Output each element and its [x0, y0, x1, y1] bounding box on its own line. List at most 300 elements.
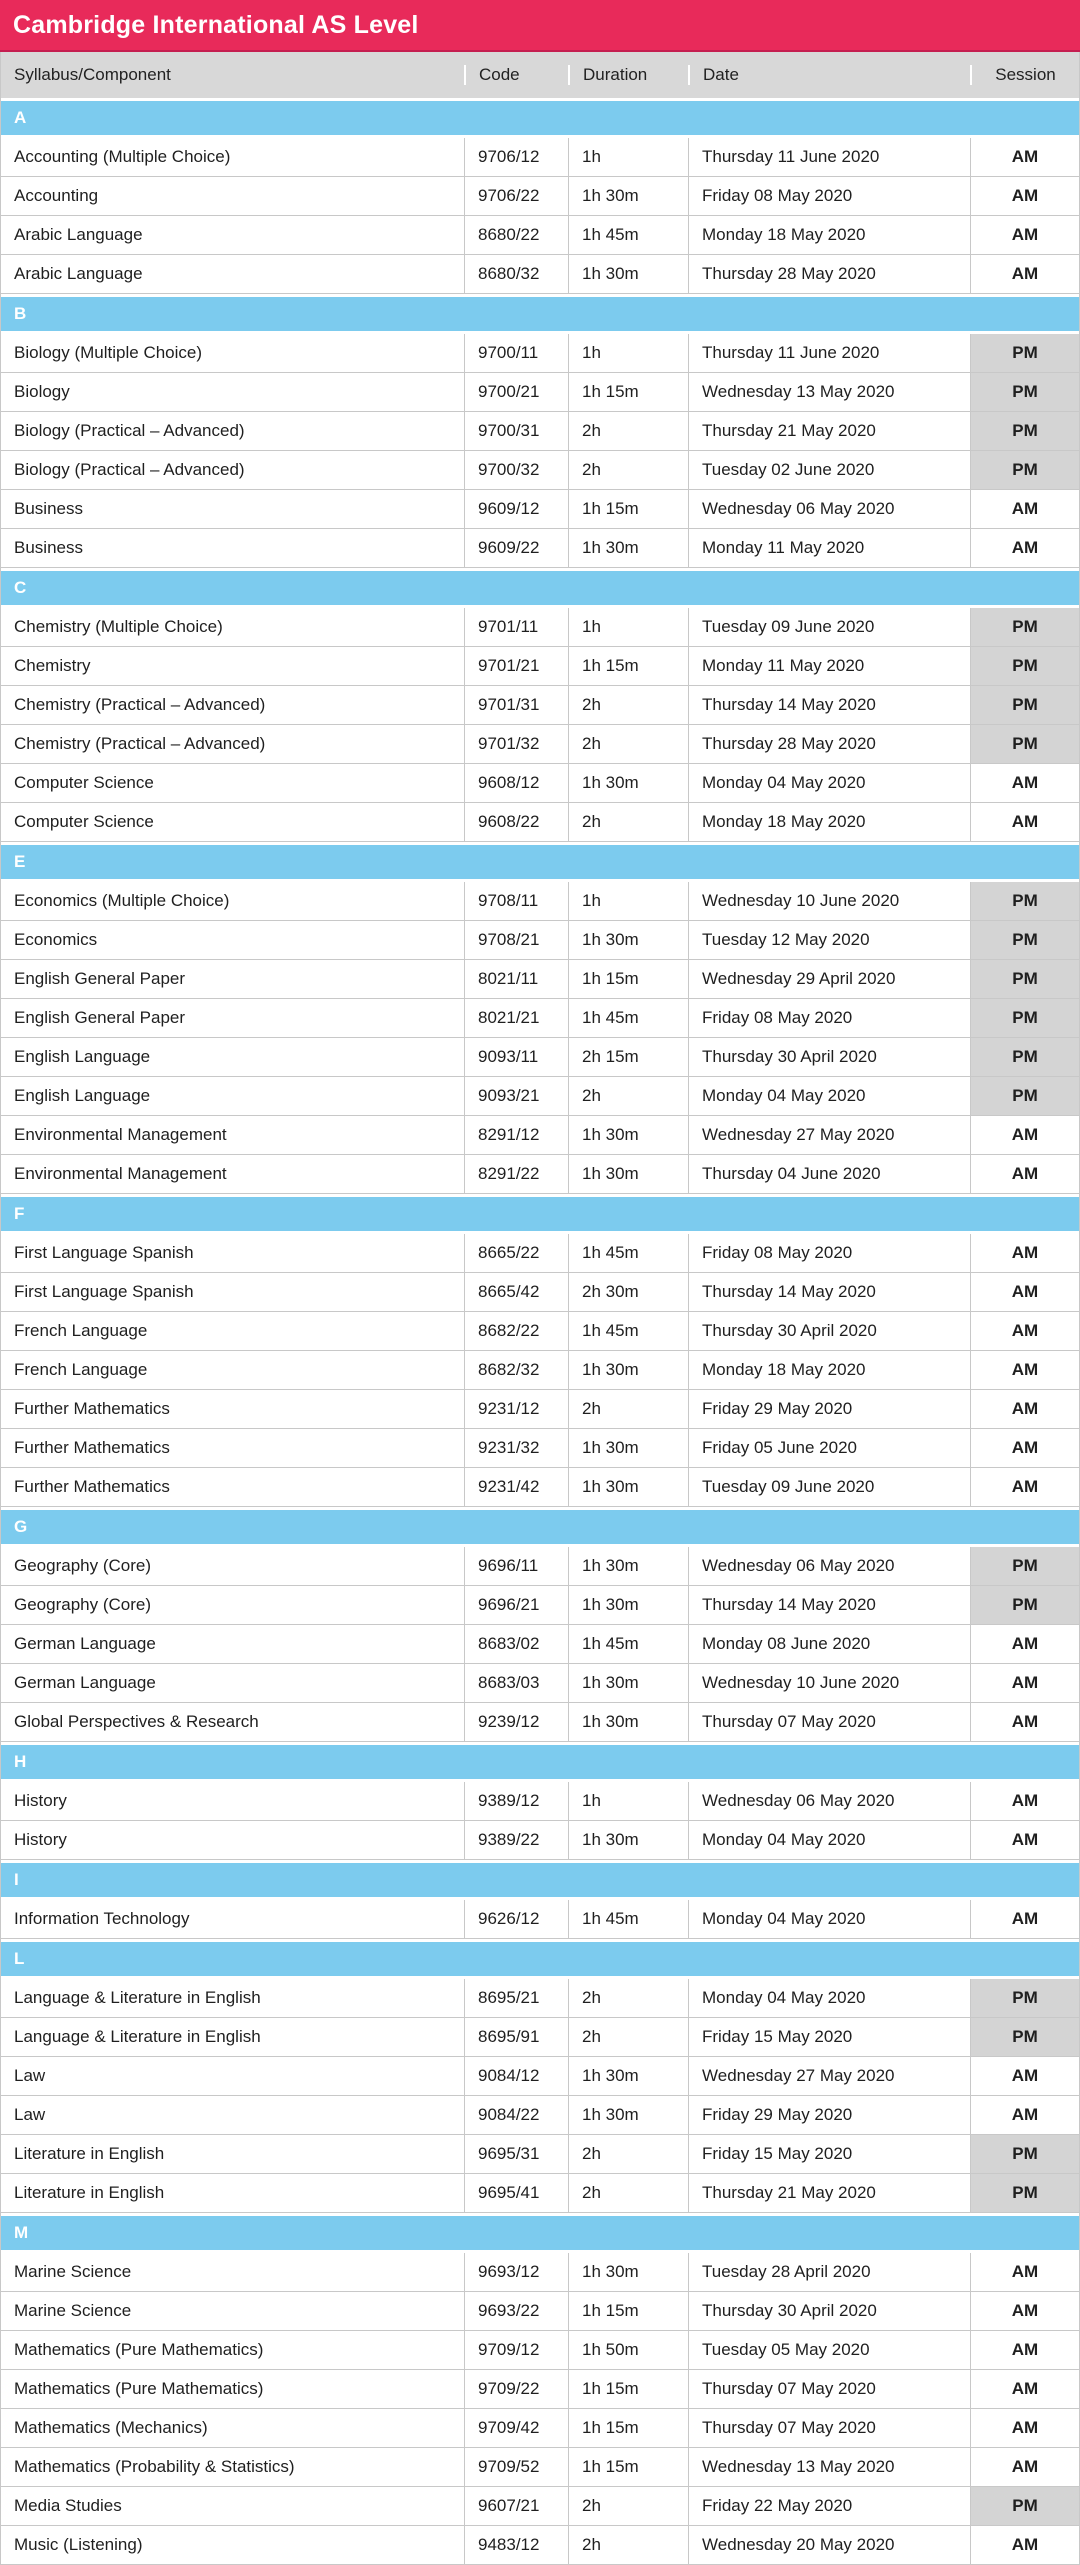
date-cell: Wednesday 10 June 2020: [688, 882, 970, 920]
session-cell: AM: [970, 1429, 1079, 1467]
section-header: [1, 842, 1079, 882]
duration-cell: 1h 15m: [568, 960, 688, 998]
code-cell: 9709/22: [464, 2370, 568, 2408]
table-row: [1, 490, 1079, 529]
duration-cell: 1h 30m: [568, 921, 688, 959]
session-cell: AM: [970, 803, 1079, 841]
code-cell: 9084/22: [464, 2096, 568, 2134]
table-row: [1, 2448, 1079, 2487]
duration-cell: 1h 30m: [568, 1116, 688, 1154]
session-cell: AM: [970, 529, 1079, 567]
session-cell: PM: [970, 1547, 1079, 1585]
section-letter: H: [14, 1752, 27, 1771]
syllabus-cell: Chemistry (Multiple Choice): [14, 617, 223, 636]
section-header: [1, 294, 1079, 334]
code-cell: 8683/03: [464, 1664, 568, 1702]
column-header-session: Session: [970, 65, 1079, 85]
table-row: [1, 1273, 1079, 1312]
session-cell: PM: [970, 921, 1079, 959]
session-cell: AM: [970, 1155, 1079, 1193]
duration-cell: 1h 15m: [568, 2409, 688, 2447]
session-cell: PM: [970, 882, 1079, 920]
session-cell: AM: [970, 1703, 1079, 1741]
session-cell: AM: [970, 2526, 1079, 2564]
table-row: [1, 921, 1079, 960]
code-cell: 8682/32: [464, 1351, 568, 1389]
session-cell: PM: [970, 686, 1079, 724]
session-cell: AM: [970, 1351, 1079, 1389]
syllabus-cell: Music (Listening): [14, 2535, 143, 2554]
table-row: [1, 1586, 1079, 1625]
code-cell: 9700/31: [464, 412, 568, 450]
code-cell: 9700/32: [464, 451, 568, 489]
duration-cell: 1h: [568, 1782, 688, 1820]
table-row: [1, 451, 1079, 490]
code-cell: 9093/11: [464, 1038, 568, 1076]
table-row: [1, 1155, 1079, 1194]
table-row: [1, 1782, 1079, 1821]
session-cell: AM: [970, 1390, 1079, 1428]
section-letter: B: [14, 304, 27, 323]
duration-cell: 1h 15m: [568, 373, 688, 411]
table-row: [1, 216, 1079, 255]
session-cell: AM: [970, 2292, 1079, 2330]
duration-cell: 1h 45m: [568, 1900, 688, 1938]
session-cell: PM: [970, 2174, 1079, 2212]
duration-cell: 2h: [568, 803, 688, 841]
date-cell: Wednesday 06 May 2020: [688, 1547, 970, 1585]
syllabus-cell: Chemistry (Practical – Advanced): [14, 695, 266, 714]
duration-cell: 1h 15m: [568, 2292, 688, 2330]
duration-cell: 2h: [568, 1077, 688, 1115]
syllabus-cell: Media Studies: [14, 2496, 122, 2515]
table-row: [1, 2174, 1079, 2213]
date-cell: Wednesday 06 May 2020: [688, 490, 970, 528]
date-cell: Thursday 07 May 2020: [688, 2409, 970, 2447]
duration-cell: 1h 50m: [568, 2331, 688, 2369]
code-cell: 8680/32: [464, 255, 568, 293]
syllabus-cell: Arabic Language: [14, 225, 143, 244]
date-cell: Friday 08 May 2020: [688, 177, 970, 215]
table-row: [1, 803, 1079, 842]
session-cell: PM: [970, 725, 1079, 763]
session-cell: AM: [970, 1782, 1079, 1820]
session-cell: AM: [970, 1273, 1079, 1311]
duration-cell: 1h 30m: [568, 1351, 688, 1389]
date-cell: Thursday 21 May 2020: [688, 2174, 970, 2212]
syllabus-cell: Biology (Multiple Choice): [14, 343, 203, 362]
table-row: [1, 2526, 1079, 2565]
date-cell: Monday 04 May 2020: [688, 1821, 970, 1859]
syllabus-cell: English Language: [14, 1047, 151, 1066]
date-cell: Friday 29 May 2020: [688, 2096, 970, 2134]
duration-cell: 1h 30m: [568, 1703, 688, 1741]
syllabus-cell: Mathematics (Pure Mathematics): [14, 2340, 264, 2359]
syllabus-cell: French Language: [14, 1360, 148, 1379]
code-cell: 9706/12: [464, 138, 568, 176]
code-cell: 9693/12: [464, 2253, 568, 2291]
duration-cell: 2h 30m: [568, 1273, 688, 1311]
code-cell: 9701/21: [464, 647, 568, 685]
syllabus-cell: Mathematics (Pure Mathematics): [14, 2379, 264, 2398]
date-cell: Thursday 21 May 2020: [688, 412, 970, 450]
duration-cell: 1h 30m: [568, 1821, 688, 1859]
session-cell: PM: [970, 960, 1079, 998]
date-cell: Thursday 07 May 2020: [688, 2370, 970, 2408]
date-cell: Wednesday 13 May 2020: [688, 2448, 970, 2486]
section-letter: I: [14, 1870, 19, 1889]
duration-cell: 2h: [568, 725, 688, 763]
code-cell: 9706/22: [464, 177, 568, 215]
table-row: [1, 412, 1079, 451]
syllabus-cell: Language & Literature in English: [14, 1988, 261, 2007]
session-cell: PM: [970, 451, 1079, 489]
table-row: [1, 1116, 1079, 1155]
duration-cell: 2h: [568, 2174, 688, 2212]
syllabus-cell: French Language: [14, 1321, 148, 1340]
table-row: [1, 1038, 1079, 1077]
session-cell: AM: [970, 1900, 1079, 1938]
code-cell: 9084/12: [464, 2057, 568, 2095]
syllabus-cell: English Language: [14, 1086, 151, 1105]
code-cell: 9607/21: [464, 2487, 568, 2525]
code-cell: 9701/11: [464, 608, 568, 646]
syllabus-cell: Further Mathematics: [14, 1399, 170, 1418]
table-row: [1, 373, 1079, 412]
date-cell: Monday 08 June 2020: [688, 1625, 970, 1663]
date-cell: Friday 08 May 2020: [688, 999, 970, 1037]
date-cell: Tuesday 09 June 2020: [688, 608, 970, 646]
date-cell: Thursday 11 June 2020: [688, 138, 970, 176]
section-letter: M: [14, 2223, 29, 2242]
date-cell: Friday 05 June 2020: [688, 1429, 970, 1467]
table-row: [1, 647, 1079, 686]
date-cell: Tuesday 09 June 2020: [688, 1468, 970, 1506]
duration-cell: 2h: [568, 2487, 688, 2525]
duration-cell: 2h: [568, 686, 688, 724]
duration-cell: 1h 30m: [568, 177, 688, 215]
date-cell: Thursday 14 May 2020: [688, 1273, 970, 1311]
section-header: [1, 568, 1079, 608]
code-cell: 9701/31: [464, 686, 568, 724]
section-letter: L: [14, 1949, 25, 1968]
syllabus-cell: Biology (Practical – Advanced): [14, 460, 245, 479]
duration-cell: 1h 30m: [568, 255, 688, 293]
session-cell: AM: [970, 1821, 1079, 1859]
session-cell: PM: [970, 2018, 1079, 2056]
title-bar: [0, 0, 1080, 52]
session-cell: AM: [970, 2096, 1079, 2134]
column-header-duration: Duration: [568, 65, 688, 85]
table-row: [1, 2487, 1079, 2526]
session-cell: AM: [970, 216, 1079, 254]
duration-cell: 1h: [568, 138, 688, 176]
code-cell: 8695/91: [464, 2018, 568, 2056]
date-cell: Monday 04 May 2020: [688, 1900, 970, 1938]
date-cell: Monday 04 May 2020: [688, 1077, 970, 1115]
duration-cell: 1h 30m: [568, 764, 688, 802]
syllabus-cell: Mathematics (Probability & Statistics): [14, 2457, 295, 2476]
syllabus-cell: Economics (Multiple Choice): [14, 891, 230, 910]
date-cell: Thursday 11 June 2020: [688, 334, 970, 372]
date-cell: Thursday 07 May 2020: [688, 1703, 970, 1741]
session-cell: PM: [970, 2487, 1079, 2525]
session-cell: AM: [970, 1234, 1079, 1272]
duration-cell: 1h 30m: [568, 1155, 688, 1193]
code-cell: 8665/42: [464, 1273, 568, 1311]
table-row: [1, 1900, 1079, 1939]
syllabus-cell: Literature in English: [14, 2144, 165, 2163]
session-cell: AM: [970, 2409, 1079, 2447]
table-row: [1, 725, 1079, 764]
section-header: [1, 1742, 1079, 1782]
syllabus-cell: Language & Literature in English: [14, 2027, 261, 2046]
table-row: [1, 2253, 1079, 2292]
syllabus-cell: English General Paper: [14, 969, 186, 988]
date-cell: Friday 15 May 2020: [688, 2018, 970, 2056]
section-letter: F: [14, 1204, 25, 1223]
section-letter: G: [14, 1517, 28, 1536]
table-row: [1, 255, 1079, 294]
date-cell: Thursday 14 May 2020: [688, 686, 970, 724]
section-letter: E: [14, 852, 26, 871]
code-cell: 9700/11: [464, 334, 568, 372]
code-cell: 9693/22: [464, 2292, 568, 2330]
syllabus-cell: Law: [14, 2105, 46, 2124]
date-cell: Wednesday 10 June 2020: [688, 1664, 970, 1702]
date-cell: Thursday 30 April 2020: [688, 2292, 970, 2330]
table-row: [1, 334, 1079, 373]
page-title: Cambridge International AS Level: [13, 10, 419, 39]
code-cell: 8682/22: [464, 1312, 568, 1350]
table-row: [1, 529, 1079, 568]
session-cell: PM: [970, 1077, 1079, 1115]
column-header-date: Date: [688, 65, 970, 85]
duration-cell: 2h: [568, 1979, 688, 2017]
table-row: [1, 2135, 1079, 2174]
date-cell: Friday 22 May 2020: [688, 2487, 970, 2525]
session-cell: AM: [970, 490, 1079, 528]
duration-cell: 2h: [568, 2135, 688, 2173]
duration-cell: 1h 15m: [568, 2448, 688, 2486]
table-row: [1, 882, 1079, 921]
session-cell: AM: [970, 2253, 1079, 2291]
table-row: [1, 1468, 1079, 1507]
syllabus-cell: History: [14, 1830, 67, 1849]
code-cell: 8291/22: [464, 1155, 568, 1193]
table-row: [1, 1979, 1079, 2018]
code-cell: 9709/42: [464, 2409, 568, 2447]
duration-cell: 2h: [568, 2018, 688, 2056]
duration-cell: 1h 45m: [568, 999, 688, 1037]
table-row: [1, 999, 1079, 1038]
table-row: [1, 608, 1079, 647]
code-cell: 8683/02: [464, 1625, 568, 1663]
duration-cell: 2h: [568, 451, 688, 489]
session-cell: AM: [970, 2448, 1079, 2486]
table-row: [1, 1429, 1079, 1468]
code-cell: 9708/11: [464, 882, 568, 920]
session-cell: PM: [970, 1586, 1079, 1624]
session-cell: PM: [970, 334, 1079, 372]
session-cell: PM: [970, 1979, 1079, 2017]
duration-cell: 1h 30m: [568, 2057, 688, 2095]
duration-cell: 1h 30m: [568, 1664, 688, 1702]
section-header: [1, 2213, 1079, 2253]
syllabus-cell: Environmental Management: [14, 1164, 227, 1183]
duration-cell: 1h 30m: [568, 529, 688, 567]
syllabus-cell: Marine Science: [14, 2262, 132, 2281]
table-row: [1, 1547, 1079, 1586]
date-cell: Monday 18 May 2020: [688, 1351, 970, 1389]
duration-cell: 1h 30m: [568, 1429, 688, 1467]
syllabus-cell: Computer Science: [14, 773, 154, 792]
syllabus-cell: Business: [14, 538, 83, 557]
date-cell: Monday 18 May 2020: [688, 803, 970, 841]
code-cell: 9231/12: [464, 1390, 568, 1428]
table-row: [1, 2057, 1079, 2096]
column-header-syllabus: Syllabus/Component: [14, 65, 171, 84]
code-cell: 9609/12: [464, 490, 568, 528]
code-cell: 8695/21: [464, 1979, 568, 2017]
date-cell: Thursday 30 April 2020: [688, 1312, 970, 1350]
code-cell: 9608/12: [464, 764, 568, 802]
date-cell: Tuesday 02 June 2020: [688, 451, 970, 489]
date-cell: Friday 08 May 2020: [688, 1234, 970, 1272]
code-cell: 9708/21: [464, 921, 568, 959]
date-cell: Monday 11 May 2020: [688, 529, 970, 567]
table-row: [1, 1390, 1079, 1429]
section-header: [1, 1194, 1079, 1234]
syllabus-cell: First Language Spanish: [14, 1282, 194, 1301]
session-cell: AM: [970, 2331, 1079, 2369]
duration-cell: 1h: [568, 334, 688, 372]
table-row: [1, 960, 1079, 999]
syllabus-cell: Information Technology: [14, 1909, 190, 1928]
date-cell: Wednesday 20 May 2020: [688, 2526, 970, 2564]
code-cell: 9231/32: [464, 1429, 568, 1467]
session-cell: PM: [970, 608, 1079, 646]
duration-cell: 1h 45m: [568, 1234, 688, 1272]
syllabus-cell: Geography (Core): [14, 1556, 152, 1575]
session-cell: AM: [970, 764, 1079, 802]
code-cell: 9483/12: [464, 2526, 568, 2564]
duration-cell: 2h: [568, 1390, 688, 1428]
syllabus-cell: Further Mathematics: [14, 1438, 170, 1457]
duration-cell: 1h 30m: [568, 2253, 688, 2291]
section-letter: A: [14, 108, 27, 127]
syllabus-cell: First Language Spanish: [14, 1243, 194, 1262]
code-cell: 9389/12: [464, 1782, 568, 1820]
syllabus-cell: Chemistry (Practical – Advanced): [14, 734, 266, 753]
date-cell: Monday 04 May 2020: [688, 764, 970, 802]
date-cell: Thursday 28 May 2020: [688, 255, 970, 293]
session-cell: AM: [970, 2370, 1079, 2408]
table-row: [1, 1664, 1079, 1703]
duration-cell: 1h 45m: [568, 1312, 688, 1350]
syllabus-cell: Biology: [14, 382, 70, 401]
syllabus-cell: Literature in English: [14, 2183, 165, 2202]
syllabus-cell: Arabic Language: [14, 264, 143, 283]
code-cell: 9696/21: [464, 1586, 568, 1624]
date-cell: Thursday 28 May 2020: [688, 725, 970, 763]
date-cell: Wednesday 29 April 2020: [688, 960, 970, 998]
date-cell: Monday 11 May 2020: [688, 647, 970, 685]
date-cell: Wednesday 27 May 2020: [688, 2057, 970, 2095]
table-row: [1, 1077, 1079, 1116]
table-row: [1, 1312, 1079, 1351]
code-cell: 9701/32: [464, 725, 568, 763]
duration-cell: 1h 30m: [568, 1468, 688, 1506]
session-cell: AM: [970, 1625, 1079, 1663]
duration-cell: 1h 30m: [568, 1547, 688, 1585]
session-cell: AM: [970, 1312, 1079, 1350]
session-cell: PM: [970, 647, 1079, 685]
syllabus-cell: Computer Science: [14, 812, 154, 831]
date-cell: Wednesday 06 May 2020: [688, 1782, 970, 1820]
duration-cell: 2h: [568, 2526, 688, 2564]
session-cell: AM: [970, 2057, 1079, 2095]
session-cell: AM: [970, 138, 1079, 176]
session-cell: PM: [970, 412, 1079, 450]
syllabus-cell: Accounting: [14, 186, 99, 205]
code-cell: 9696/11: [464, 1547, 568, 1585]
table-row: [1, 686, 1079, 725]
table-row: [1, 1234, 1079, 1273]
table-row: [1, 2409, 1079, 2448]
syllabus-cell: Mathematics (Mechanics): [14, 2418, 208, 2437]
table-row: [1, 764, 1079, 803]
table-row: [1, 2331, 1079, 2370]
code-cell: 9709/52: [464, 2448, 568, 2486]
code-cell: 8665/22: [464, 1234, 568, 1272]
duration-cell: 1h 15m: [568, 490, 688, 528]
duration-cell: 1h 30m: [568, 1586, 688, 1624]
date-cell: Wednesday 13 May 2020: [688, 373, 970, 411]
section-header: [1, 1860, 1079, 1900]
session-cell: PM: [970, 2135, 1079, 2173]
code-cell: 9695/41: [464, 2174, 568, 2212]
date-cell: Tuesday 12 May 2020: [688, 921, 970, 959]
date-cell: Wednesday 27 May 2020: [688, 1116, 970, 1154]
syllabus-cell: German Language: [14, 1673, 156, 1692]
syllabus-cell: Global Perspectives & Research: [14, 1712, 259, 1731]
session-cell: AM: [970, 1664, 1079, 1702]
code-cell: 8291/12: [464, 1116, 568, 1154]
session-cell: AM: [970, 255, 1079, 293]
syllabus-cell: Biology (Practical – Advanced): [14, 421, 245, 440]
duration-cell: 1h: [568, 608, 688, 646]
code-cell: 9093/21: [464, 1077, 568, 1115]
syllabus-cell: Further Mathematics: [14, 1477, 170, 1496]
date-cell: Tuesday 28 April 2020: [688, 2253, 970, 2291]
syllabus-cell: Economics: [14, 930, 98, 949]
code-cell: 8680/22: [464, 216, 568, 254]
column-header-row: [1, 52, 1079, 98]
date-cell: Tuesday 05 May 2020: [688, 2331, 970, 2369]
table-row: [1, 2096, 1079, 2135]
code-cell: 9609/22: [464, 529, 568, 567]
code-cell: 9389/22: [464, 1821, 568, 1859]
date-cell: Thursday 14 May 2020: [688, 1586, 970, 1624]
code-cell: 9608/22: [464, 803, 568, 841]
syllabus-cell: Environmental Management: [14, 1125, 227, 1144]
duration-cell: 1h 45m: [568, 216, 688, 254]
syllabus-cell: Accounting (Multiple Choice): [14, 147, 231, 166]
date-cell: Thursday 04 June 2020: [688, 1155, 970, 1193]
duration-cell: 1h 15m: [568, 2370, 688, 2408]
code-cell: 9709/12: [464, 2331, 568, 2369]
